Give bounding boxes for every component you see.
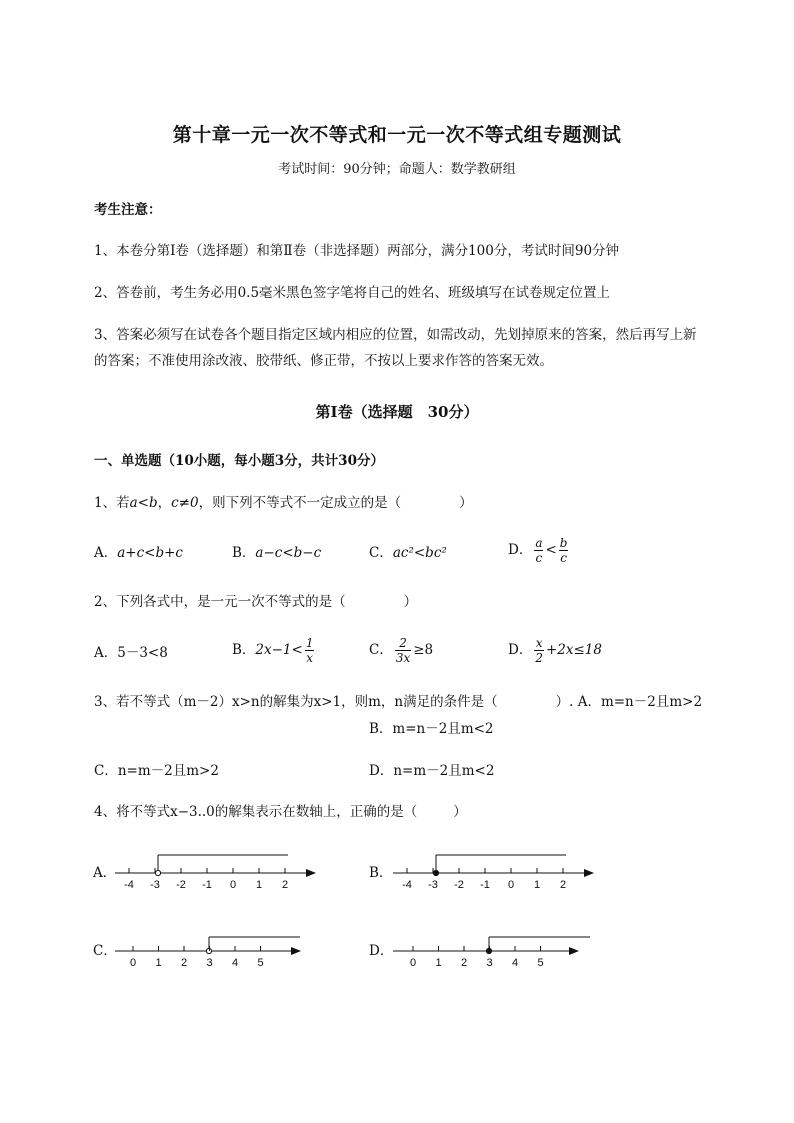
q4-option-a-label[interactable]: A． [93,865,117,881]
tick-label: 1 [155,957,162,969]
option-label: A． [94,545,118,561]
q1-cond2: c≠0 [171,495,199,511]
q1-sep: ， [157,495,172,511]
tick-label: -4 [402,879,412,891]
axis-arrow [584,869,594,877]
q1-option-b-text: a−c<b−c [255,545,322,561]
tick-label: 1 [435,957,442,969]
q4-number-line-d[interactable] [388,926,593,972]
q2-option-c-text: ≥8 [413,642,434,658]
q1-stem-a: 1、若 [94,495,130,511]
q2-option-d[interactable] [508,636,602,665]
numerator: x [535,636,543,650]
closed-point [433,870,438,875]
q4-option-b-label[interactable]: B． [369,865,393,881]
tick-label: 4 [231,957,239,969]
tick-label: -3 [428,879,438,891]
q2-close: ） [403,594,418,610]
q3-stem: 3、若不等式（m－2）x>n的解集为x>1，则m，n满足的条件是（ [94,694,498,710]
q4-number-line-c[interactable] [110,926,310,972]
q2-option-a-text: 5－3<8 [117,645,168,661]
notice-item-2: 2、答卷前，考生务必用0.5毫米黑色签字笔将自己的姓名、班级填写在试卷规定位置上 [94,285,611,301]
q2-option-d-text: +2x≤18 [545,642,602,658]
q3-option-d[interactable]: D．n=m－2且m<2 [369,763,495,779]
q4-option-c-label[interactable]: C． [93,943,117,959]
exam-subtitle: 考试时间：90分钟；命题人：数学教研组 [278,162,516,177]
option-label: B． [232,642,256,658]
q4-option-d-label[interactable]: D． [369,943,394,959]
numerator: 2 [395,636,411,651]
axis-arrow [569,947,579,955]
notice-heading: 考生注意： [94,202,162,218]
tick-label: 3 [486,957,493,969]
denominator: 2 [535,651,543,665]
tick-label: 3 [206,957,213,969]
option-label: B． [232,545,256,561]
tick-label: -1 [480,879,490,891]
tick-label: 0 [507,879,515,891]
tick-label: 0 [129,957,137,969]
tick-label: -4 [124,879,134,891]
tick-label: 4 [511,957,519,969]
denominator: c [535,551,543,565]
tick-group [402,868,566,891]
q4-number-line-a[interactable] [110,848,325,894]
q2-option-b-text: 2x−1< [255,642,303,658]
q3-option-b[interactable]: B．m=n－2且m<2 [369,721,494,737]
tick-group [124,868,288,891]
numerator: 1 [305,636,314,650]
option-label: C． [369,545,393,561]
q2-option-b[interactable] [232,636,316,665]
q1-option-a[interactable] [94,543,183,563]
fraction [559,536,569,565]
tick-label: 5 [257,957,264,969]
tick-group [130,946,264,969]
fraction [534,636,544,665]
numerator: b [559,536,568,550]
q2-stem: 2、下列各式中，是一元一次不等式的是（ [94,594,346,610]
q2-option-c[interactable] [369,636,433,665]
q1-option-b[interactable] [232,543,321,563]
fraction [305,636,315,665]
tick-label: 0 [409,957,417,969]
axis-arrow [306,869,316,877]
q4-close: ） [453,804,467,820]
fraction [534,536,543,565]
q1-stem-b: ，则下列不等式不一定成立的是（ [198,495,402,511]
q1-cond1: a<b [129,495,158,511]
question-2 [94,592,417,612]
tick-label: -2 [454,879,464,891]
q1-option-c-text: ac²<bc² [392,545,447,561]
notice-item-3: 3、答案必须写在试卷各个题目指定区域内相应的位置，如需改动，先划掉原来的答案，然后再写上新 [94,327,697,343]
q3-option-c[interactable]: C．n=m－2且m>2 [94,763,219,779]
part1-heading: 一、单选题（10小题，每小题3分，共计30分） [94,453,384,469]
option-label: A． [94,645,118,661]
q4-stem: 4、将不等式x−3..0的解集表示在数轴上，正确的是（ [94,804,418,820]
denominator: x [306,651,314,665]
notice-item-1: 1、本卷分第I卷（选择题）和第Ⅱ卷（非选择题）两部分，满分100分，考试时间90分钟 [94,243,620,259]
tick-label: 2 [180,957,188,969]
operator: < [545,542,557,558]
tick-label: -1 [202,879,212,891]
q2-option-a[interactable] [94,643,168,663]
denominator: 3x [395,651,411,665]
q1-option-d[interactable] [508,536,570,565]
denominator: c [560,551,567,565]
q1-option-c[interactable] [369,543,447,563]
q1-close: ） [459,495,473,511]
open-point [155,870,160,875]
tick-label: 1 [255,879,263,891]
notice-item-3-cont: 的答案；不准使用涂改液、胶带纸、修正带，不按以上要求作答的答案无效。 [94,353,553,369]
option-label: C． [369,642,393,658]
tick-label: 2 [281,879,289,891]
tick-label: 5 [537,957,544,969]
page-title: 第十章一元一次不等式和一元一次不等式组专题测试 [172,124,622,146]
numerator: a [535,536,543,550]
section-title: 第I卷（选择题 30分） [315,403,479,421]
tick-label: 0 [229,879,237,891]
fraction [395,636,411,665]
axis-arrow [291,947,301,955]
tick-label: 1 [533,879,541,891]
q1-option-a-text: a+c<b+c [117,545,183,561]
question-3 [94,692,702,712]
option-label: D． [508,642,533,658]
tick-label: -3 [150,879,160,891]
tick-group [410,946,544,969]
question-4 [94,802,467,822]
tick-label: 2 [559,879,567,891]
tick-label: -2 [176,879,186,891]
tick-label: 2 [460,957,468,969]
q4-number-line-b[interactable] [388,848,603,894]
question-1 [94,493,473,513]
option-label: D． [508,542,533,558]
q3-close-and-option-a[interactable]: ）. A．m=n－2且m>2 [555,694,703,710]
